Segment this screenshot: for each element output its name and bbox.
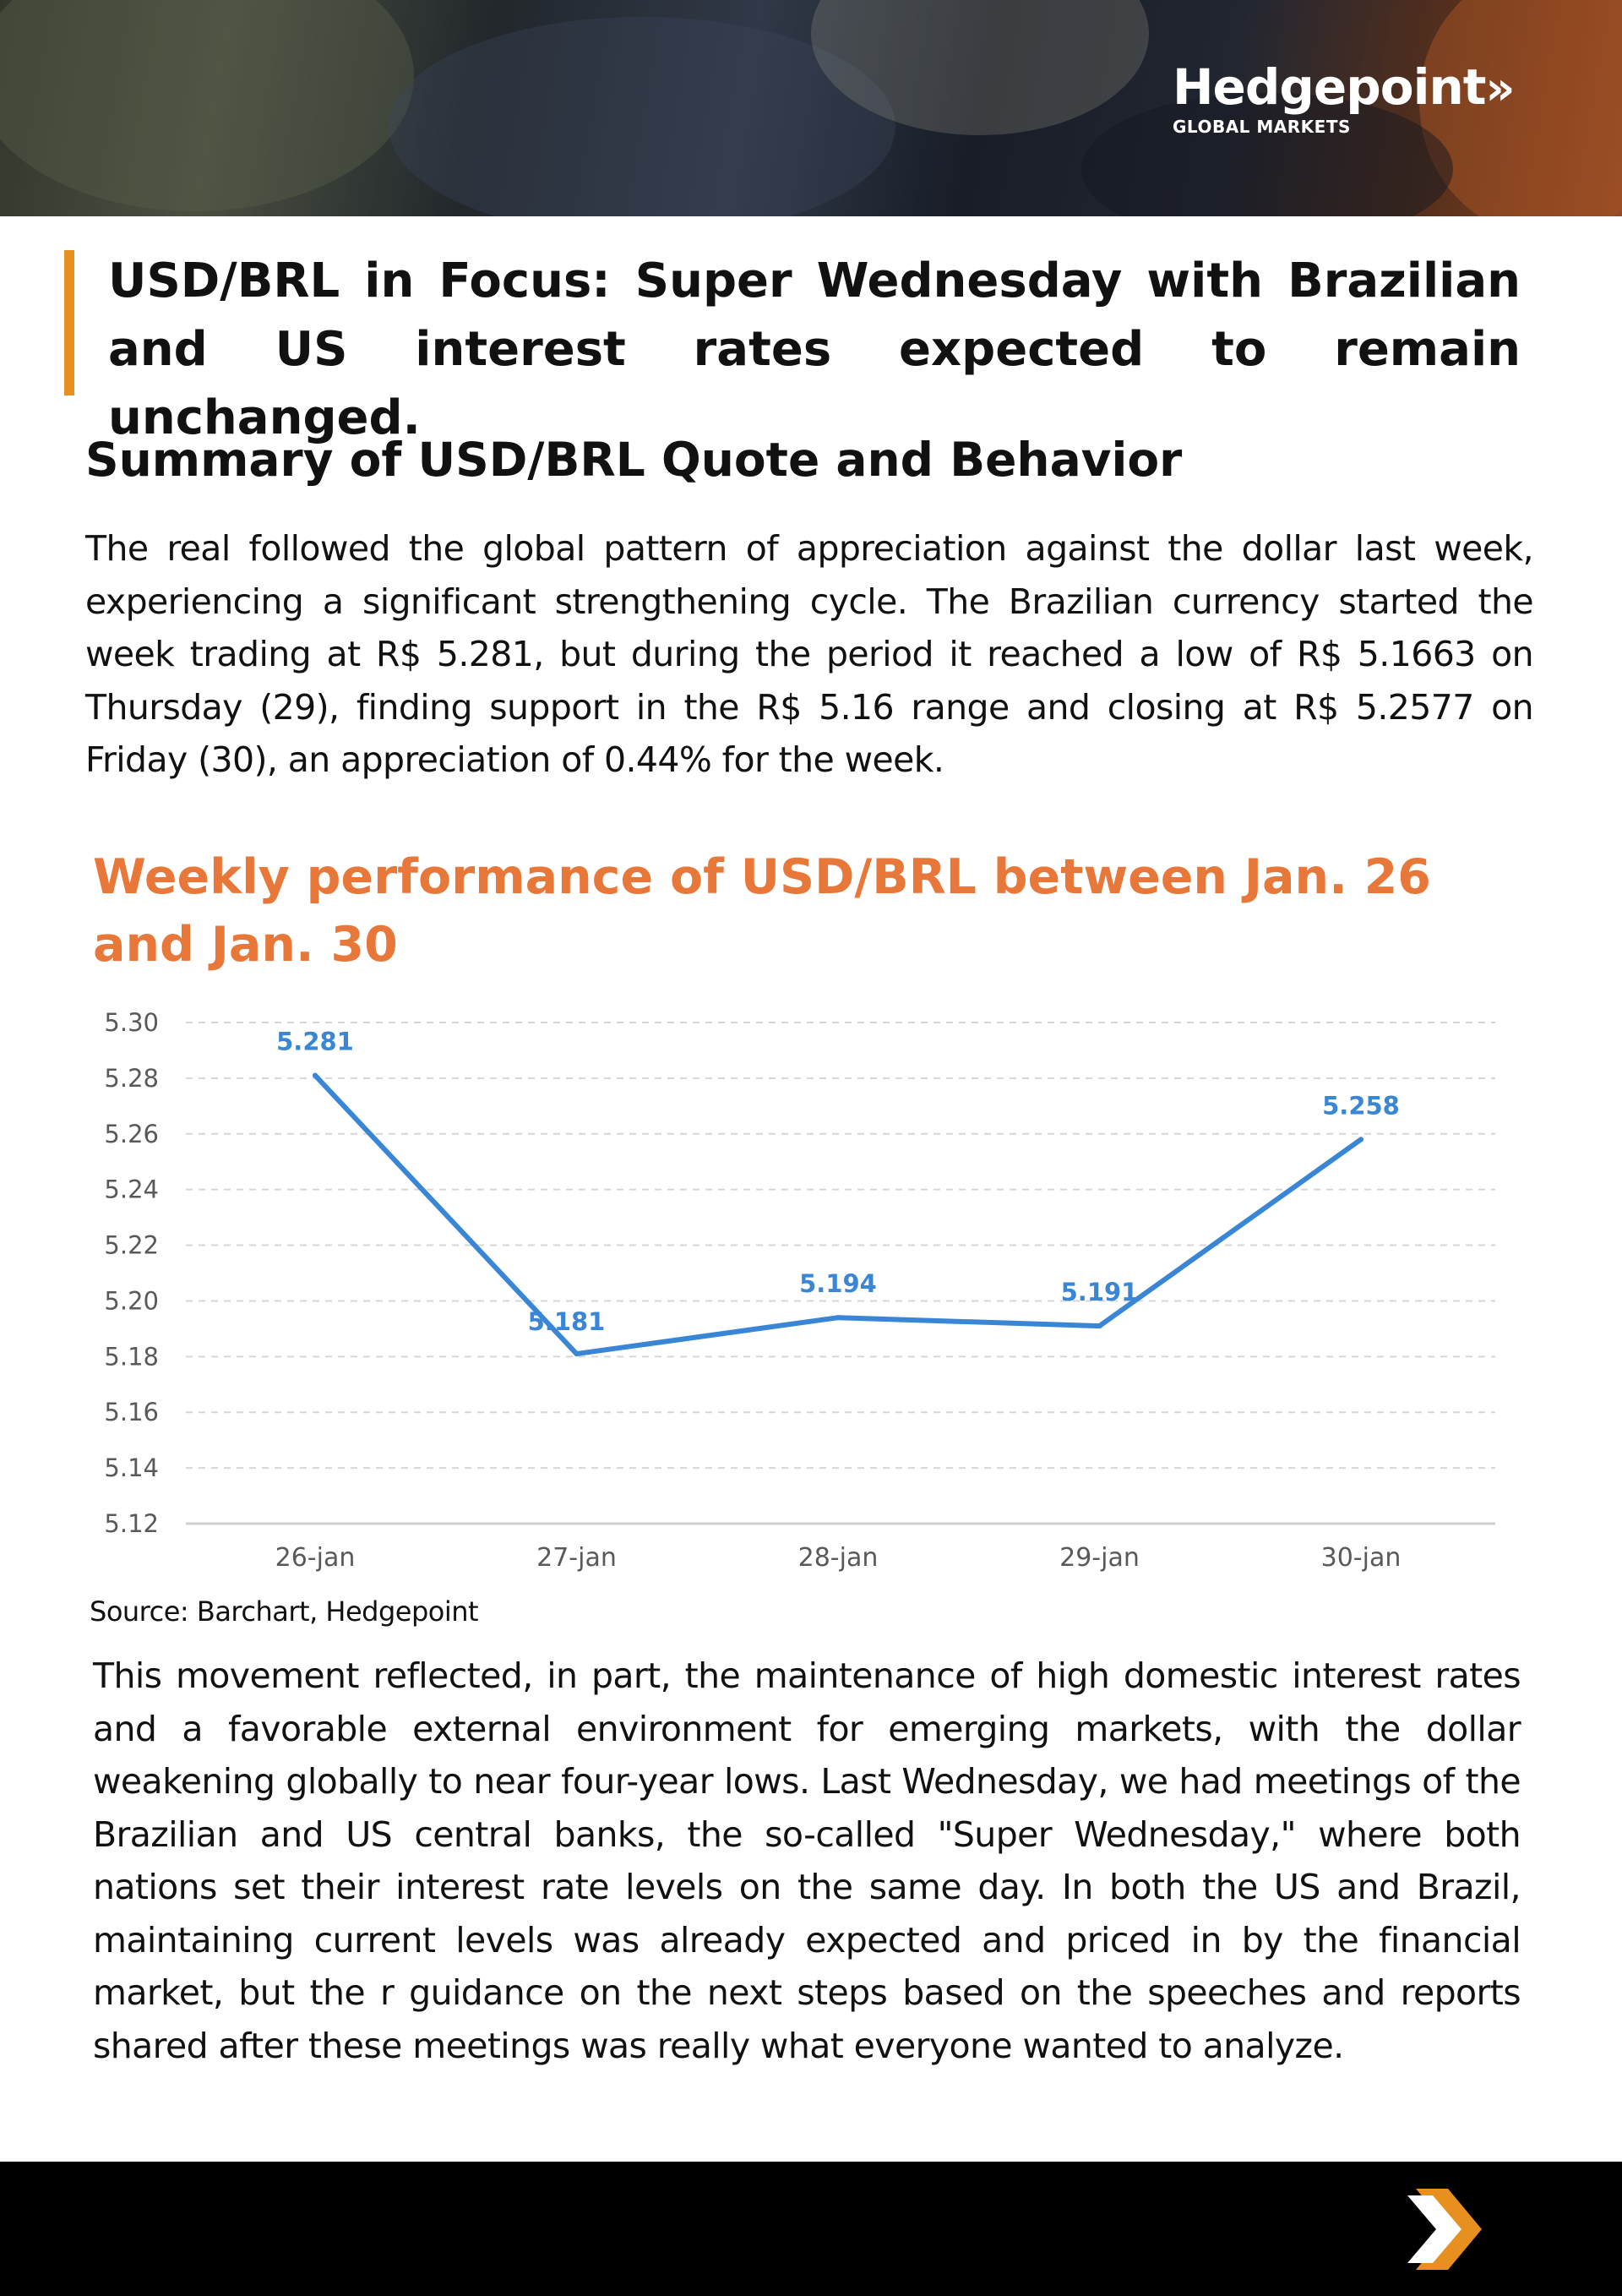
y-tick-label: 5.26 <box>104 1119 159 1148</box>
data-label: 5.194 <box>799 1269 877 1299</box>
headline: USD/BRL in Focus: Super Wednesday with Brazilian and US interest rates expected to remain unchanged. <box>108 254 1521 445</box>
y-tick-label: 5.22 <box>104 1230 159 1260</box>
usd-brl-line-chart <box>84 993 1521 1584</box>
y-tick-label: 5.18 <box>104 1342 159 1372</box>
x-tick-label: 26-jan <box>275 1543 356 1573</box>
data-point <box>1097 1323 1102 1328</box>
data-label: 5.258 <box>1322 1091 1400 1121</box>
analysis-paragraph: This movement reflected, in part, the maintenance of high domestic interest rates and a favorable external environment for emerging markets, with the dollar weakening globally to near four-year lows. Last Wednesday, we had meetings of the Brazilian and US central banks, the so-called "Super Wednesday," where both nations set their interest rate levels on the same day. In both the US and Brazil, maintaining current levels was already expected and priced in by the financial market, but the r guidance on the next steps based on the speeches and reports shared after these meetings was really what everyone wanted to analyze. <box>93 1655 1521 2066</box>
y-tick-label: 5.20 <box>104 1286 159 1316</box>
double-chevron-icon <box>1407 2187 1509 2271</box>
summary-paragraph: The real followed the global pattern of appreciation against the dollar last week, experiencing a significant strengthening cycle. The Brazilian currency started the week trading at R$ 5.281, but during the period it reached a low of R$ 5.1663 on Thursday (29), finding support in the R$ 5.16 range and closing at R$ 5.2577 on Friday (30), an appreciation of 0.44% for the week. <box>85 528 1533 780</box>
data-label: 5.281 <box>276 1027 354 1056</box>
y-tick-label: 5.12 <box>104 1509 159 1538</box>
chart-source: Source: Barchart, Hedgepoint <box>90 1595 479 1628</box>
footer-bar <box>0 2162 1622 2296</box>
x-tick-label: 29-jan <box>1059 1543 1140 1573</box>
y-tick-label: 5.16 <box>104 1398 159 1427</box>
data-point <box>313 1073 318 1078</box>
y-tick-label: 5.24 <box>104 1175 159 1204</box>
x-tick-label: 30-jan <box>1320 1543 1402 1573</box>
brand-subtitle: GLOBAL MARKETS <box>1173 117 1351 137</box>
section-title: Summary of USD/BRL Quote and Behavior <box>85 433 1183 487</box>
header-banner <box>0 0 1622 216</box>
hedgepoint-logo <box>1173 58 1515 137</box>
y-tick-label: 5.14 <box>104 1453 159 1483</box>
data-label: 5.191 <box>1060 1278 1139 1307</box>
headline-accent-bar <box>64 250 74 395</box>
y-tick-label: 5.28 <box>104 1063 159 1093</box>
double-chevron-icon: » <box>1485 62 1515 115</box>
series-line <box>315 1076 1361 1354</box>
brand-name: Hedgepoint <box>1173 58 1486 116</box>
x-tick-label: 28-jan <box>797 1543 879 1573</box>
data-point <box>835 1315 841 1320</box>
x-tick-label: 27-jan <box>536 1543 617 1573</box>
data-point <box>574 1351 580 1356</box>
data-label: 5.181 <box>527 1307 606 1337</box>
y-tick-label: 5.30 <box>104 1008 159 1037</box>
data-point <box>1358 1137 1363 1142</box>
chart-title: Weekly performance of USD/BRL between Jan. 26 and Jan. 30 <box>93 849 1431 973</box>
